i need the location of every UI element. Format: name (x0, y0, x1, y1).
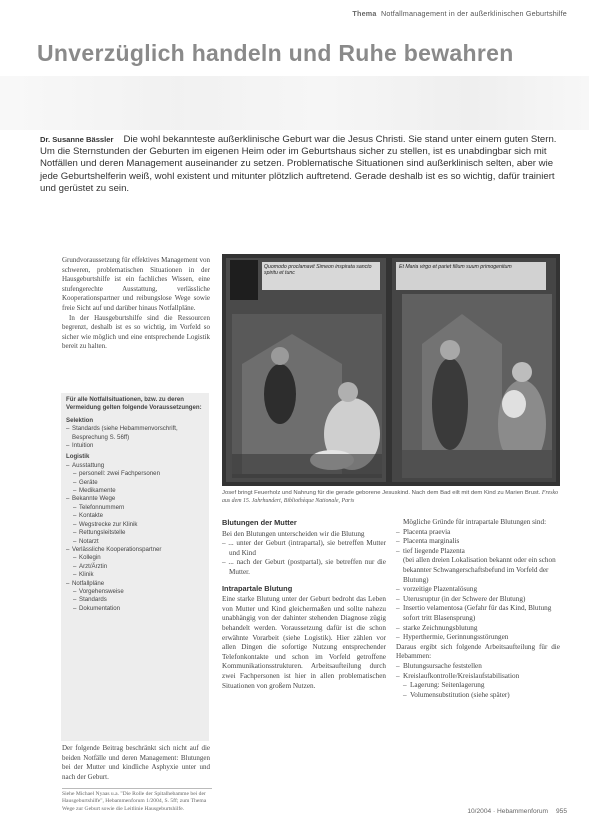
caption-text: Josef bringt Feuerholz und Nahrung für die gerade geborene Jesuskind. Nach dem Bad eilt mit dem Kind zu Marien Brust. (222, 490, 541, 496)
page-number: 955 (555, 808, 567, 815)
list-item: – Arzt/Ärztin (66, 563, 204, 571)
list-item: – Dokumentation (66, 605, 204, 613)
list-item: – Kontakte (66, 512, 204, 520)
article-title: Unverzüglich handeln und Ruhe bewahren (37, 40, 514, 66)
list-item: – Uterusruptur (in der Schwere der Blutung) (396, 595, 560, 605)
logistik-list (66, 462, 204, 613)
list-item: – Standards (siehe Hebammenvorschrift, Besprechung S. 56ff) (66, 425, 204, 442)
list-item: – Kollegin (66, 554, 204, 562)
left-paragraph-2: In der Hausgeburtshilfe sind die Ressourcen begrenzt, deshalb ist es so wichtig, im Vorfeld so sicher wie möglich und eine entsprechende Logistik bereit zu halten. (62, 313, 210, 351)
list-item: – Lagerung: Seitenlagerung (396, 681, 560, 691)
list-item: – Klinik (66, 571, 204, 579)
list-item: – Volumensubstitution (siehe später) (396, 691, 560, 701)
list-item: (bei allen dreien Lokalisation bekannt oder ein schon bekannter Schwangerschaftsbefund im Vorfeld der Blutung) (403, 556, 556, 584)
list-item: – Intuition (66, 442, 204, 450)
middle-column (222, 518, 386, 691)
list-item: – starke Zeichnungsblutung (396, 624, 560, 634)
selektion-list (66, 425, 204, 450)
list-item: – Kreislaufkontrolle/Kreislaufstabilisation (396, 672, 560, 682)
list-item: – Verlässliche Kooperationspartner (66, 546, 204, 554)
list-item: – Placenta praevia (396, 528, 560, 538)
caption-source: Fresko aus dem 15. Jahrhundert, Bibliothèque Nationale, Paris (222, 490, 559, 504)
header-photo-strip (0, 76, 589, 130)
mid-paragraph-2: Eine starke Blutung unter der Geburt bedroht das Leben von Mutter und Kind gleichermaßen und sollte nahezu unabhängig von der dahinter stehenden Diagnose zügig behandelt werden. Voraussetzung dafür ist die schon erwähnte Vorarbeit (siehe Logistik). Hier zählen vor allen Dingen die sofortige Nutzung entsprechender Telefonkontakte und schon im Vorfeld getroffene Kommunikationsstrukturen. Arbeitsaufteilung durch zwei Fachpersonen ist hier in allen problematischen Situationen von großem Nutzen. (222, 595, 386, 690)
running-title: Notfallmanagement in der außerklinischen Geburtshilfe (381, 9, 567, 18)
list-item: – Notfallpläne (66, 580, 204, 588)
mid-dash-1: – ... unter der Geburt (intrapartal), sie betreffen Mutter und Kind (222, 539, 386, 557)
painting-banner-left: Quomodo proclamavit Simeon inspirata sancto spiritu et tunc (264, 264, 372, 277)
list-item: – Insertio velamentosa (Gefahr für das Kind, Blutung sofort tritt Blasensprung) (396, 604, 560, 623)
right-paragraph-2: Daraus ergibt sich folgende Arbeitsaufteilung für die Hebammen: (396, 642, 560, 661)
section-label: Thema (352, 9, 377, 18)
author-name: Dr. Susanne Bässler (40, 135, 114, 144)
blutung-causes-list (396, 528, 560, 643)
list-item: – Rettungsleitstelle (66, 529, 204, 537)
issue-label: 10/2004 · Hebammenforum (467, 808, 548, 815)
list-item: – Bekannte Wege (66, 495, 204, 503)
right-column (396, 518, 560, 700)
left-bottom-paragraph: Der folgende Beitrag beschränkt sich nicht auf die beiden Notfälle und deren Management: Blutungen bei der Mutter und kindliche Asphyxie unter und nach der Geburt. (62, 744, 210, 781)
list-item: – Vorgehensweise (66, 588, 204, 596)
list-item: – Wegstrecke zur Klinik (66, 521, 204, 529)
left-column-text (62, 256, 210, 352)
box-intro: Für alle Notfallsituationen, bzw. zu deren Vermeidung gelten folgende Voraussetzungen: (66, 396, 202, 412)
mid-dash-2: – ... nach der Geburt (postpartal), sie betreffen nur die Mutter. (222, 558, 386, 576)
page-footer (467, 808, 567, 815)
arbeitsaufteilung-list (396, 662, 560, 700)
list-item: – Hyperthermie, Gerinnungsstörungen (396, 633, 560, 643)
list-item: – vorzeitige Plazentalösung (396, 585, 560, 595)
list-item: – personell: zwei Fachpersonen (66, 470, 204, 478)
intro-text: Die wohl bekannteste außerklinische Geburt war die Jesus Christi. Sie stand unter einem guten Stern. Um die Sternstunden der Geburten im eigenen Heim oder im Geburtshaus sicher zu stellen, ist es unabdingbar sich mit Notfällen und deren Management auseinander zu setzen. Problematische Situationen sind außerklinisch selten, aber wie jede Geburtshelferin weiß, wohl existent und mitunter plötzlich auftretend. Gerade deshalb ist es so wichtig, dafür trainiert und gerüstet zu sein. (40, 134, 557, 194)
requirements-box (61, 393, 209, 741)
mid-paragraph-1: Bei den Blutungen unterscheiden wir die Blutung (222, 529, 365, 538)
painting-banner-right: Et Maria virgo et pariet filium suum primogenitum (399, 264, 512, 270)
list-item: – Standards (66, 596, 204, 604)
right-paragraph-1: Mögliche Gründe für intrapartale Blutungen sind: (403, 518, 547, 526)
list-item: – Blutungsursache feststellen (396, 662, 560, 672)
list-item: – tief liegende Plazenta (396, 547, 560, 557)
left-paragraph-1: Grundvoraussetzung für effektives Management von schweren, problematischen Situationen in der Hausgeburtshilfe ist ein fachliches Wissen, eine stufengerechte Ausstattung, verlässliche Kooperationspartner und reibungslose Wege sowie freie Sicht auf und darüber hinaus Notfallpläne. (62, 256, 210, 312)
list-item: – Notarzt (66, 538, 204, 546)
box-heading-selektion: Selektion (66, 416, 94, 424)
list-item: – Placenta marginalis (396, 537, 560, 547)
painting-illustration (222, 254, 560, 486)
list-item: – Geräte (66, 479, 204, 487)
list-item: – Medikamente (66, 487, 204, 495)
footnote: Siehe Michael Nyaas u.a. "Die Rolle der Spitalhebamme bei der Hausgeburtshilfe", Hebammenforum 1/2004, S. 5ff; zum Thema Wege zur Geburt sowie die Leitlinie Hausgeburtshilfe. (62, 788, 212, 813)
heading-intrapartale-blutung: Intrapartale Blutung (222, 583, 293, 593)
list-item: – Ausstattung (66, 462, 204, 470)
painting-caption (222, 490, 560, 505)
heading-blutungen: Blutungen der Mutter (222, 518, 297, 527)
list-item: – Telefonnummern (66, 504, 204, 512)
box-heading-logistik: Logistik (66, 453, 90, 461)
nativity-painting (222, 254, 560, 486)
running-head (352, 9, 567, 18)
intro-paragraph (40, 134, 560, 195)
